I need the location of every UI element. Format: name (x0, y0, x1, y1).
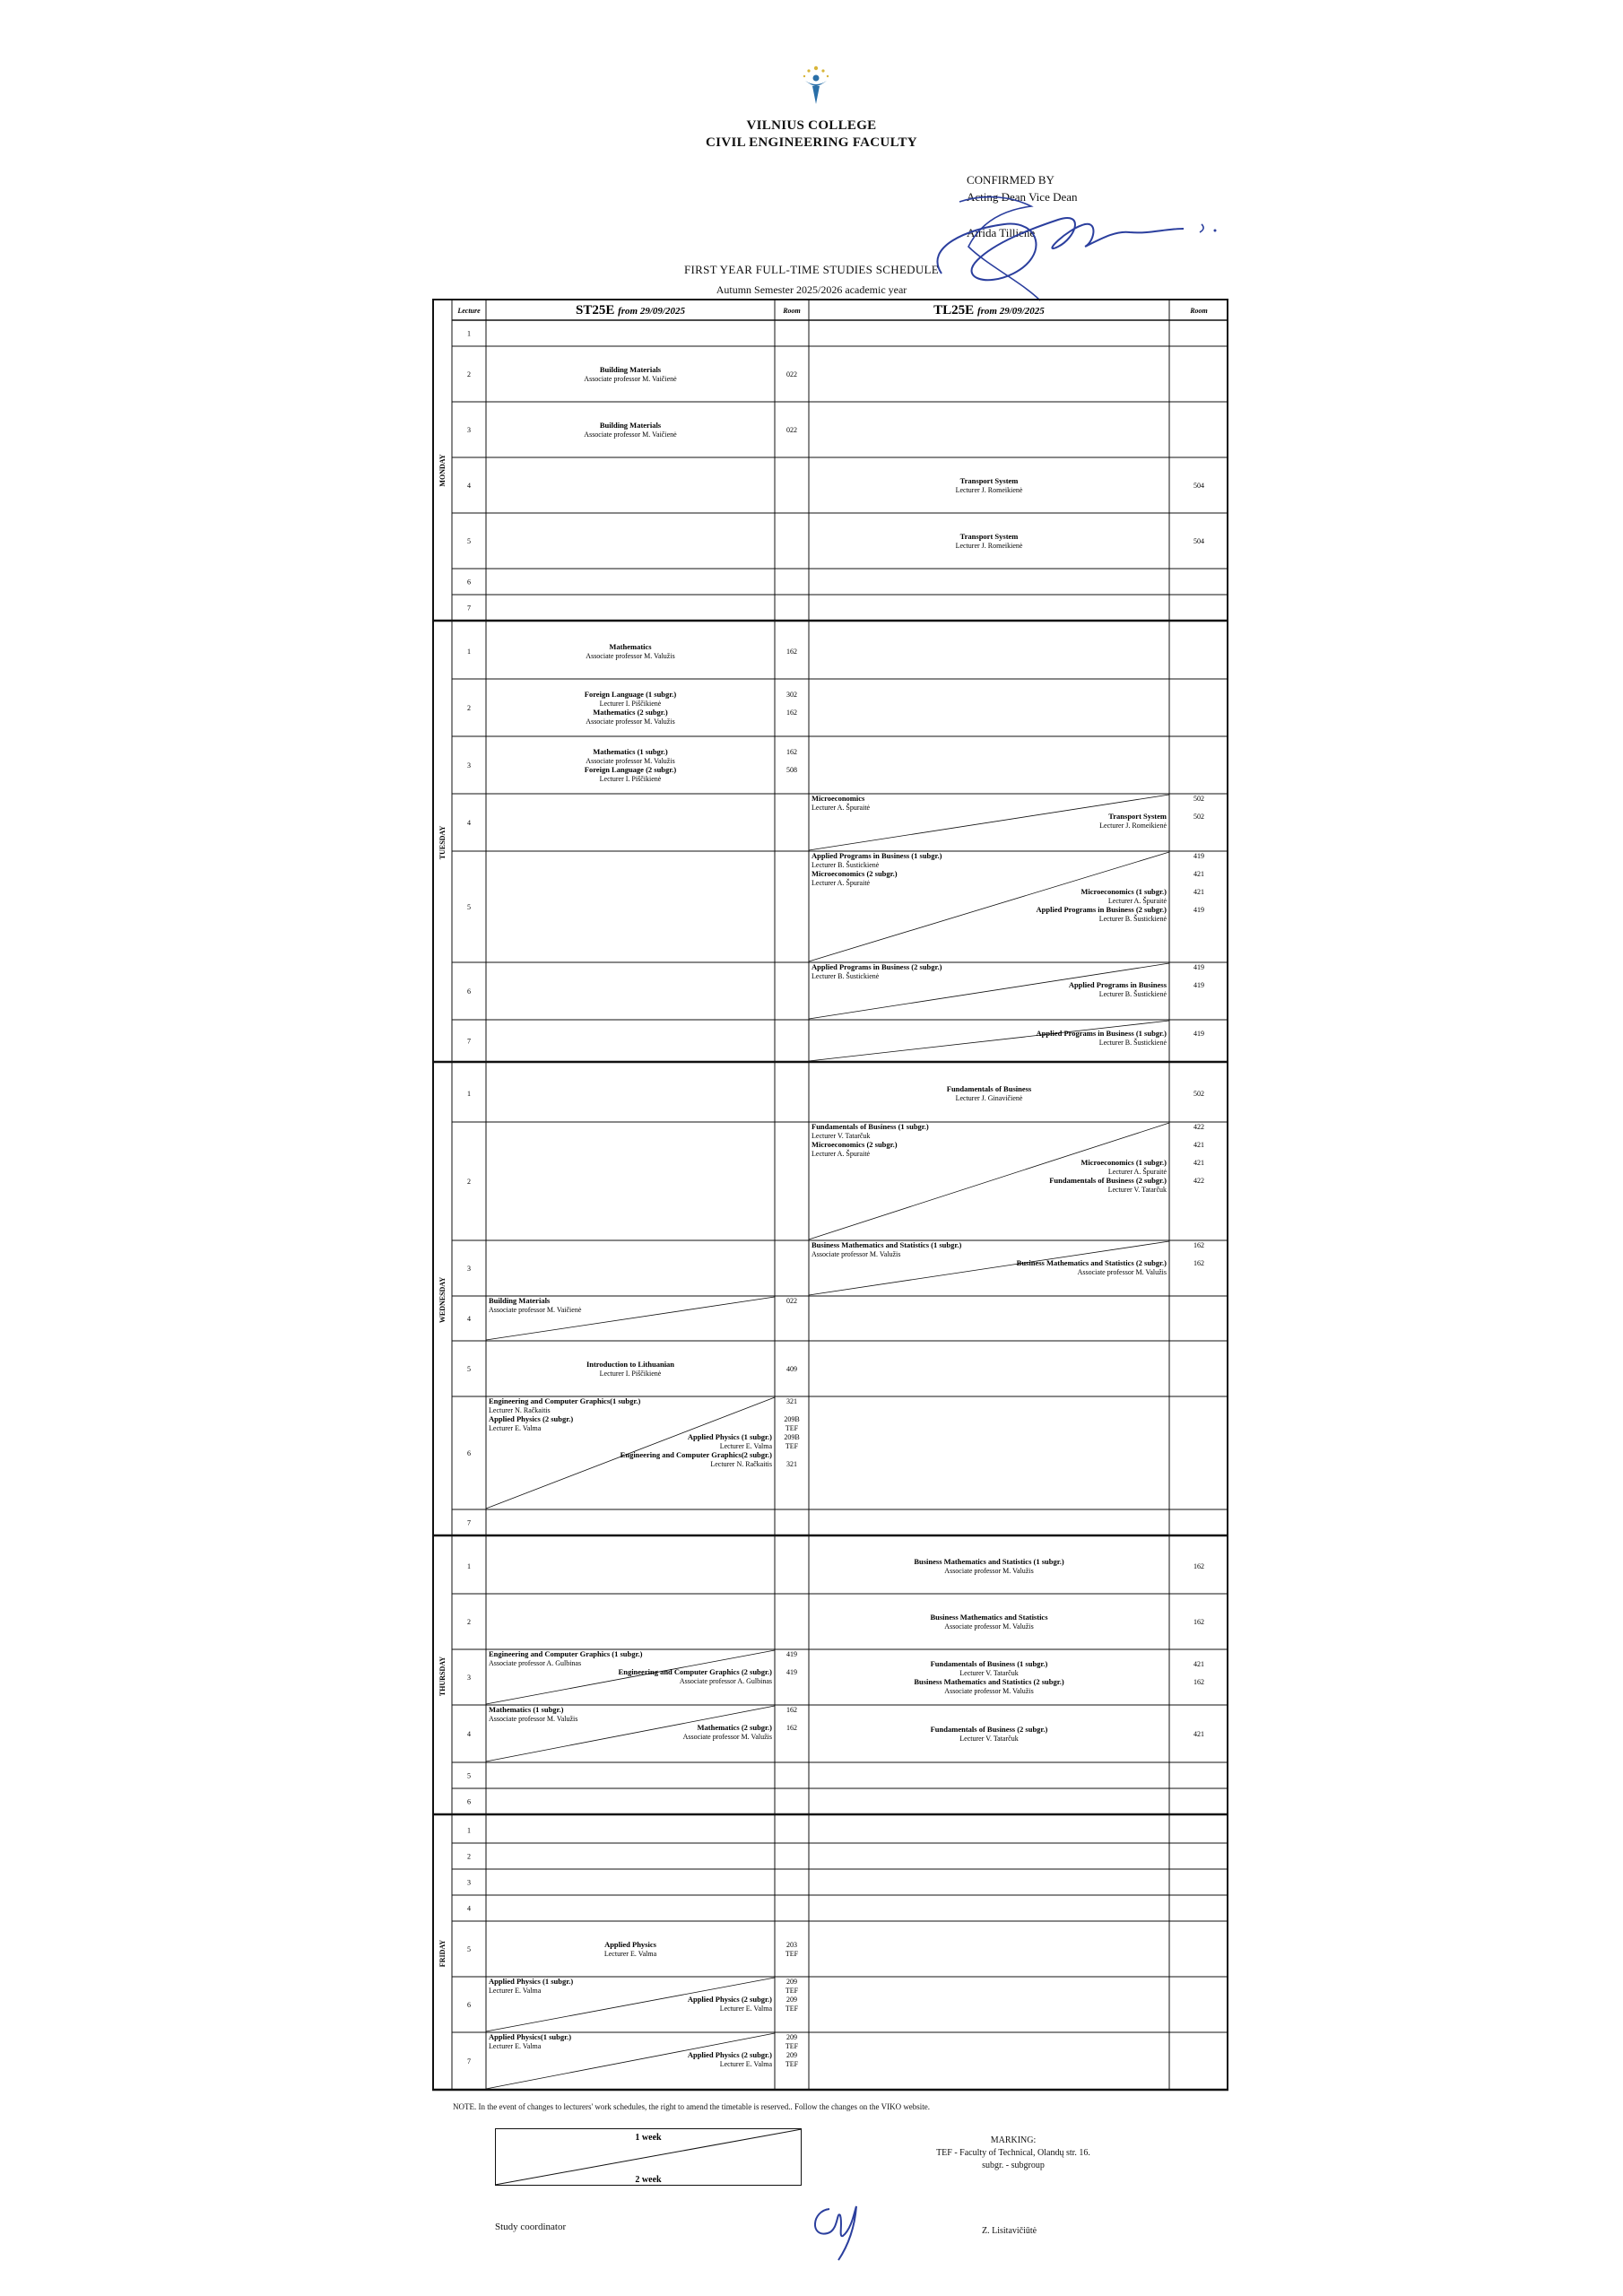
room-number: TEF (785, 1950, 799, 1958)
lecturer-name: Associate professor M. Valužis (489, 1715, 578, 1723)
lecturer-name: Associate professor M. Vaičienė (584, 375, 677, 383)
room-number: 209 (786, 2033, 797, 2041)
lecturer-name: Lecturer A. Špuraitė (1107, 897, 1167, 905)
lecture-number: 7 (467, 604, 471, 613)
room-number: TEF (785, 1987, 799, 1995)
room-number: 321 (786, 1397, 797, 1405)
day-label: MONDAY (438, 454, 447, 487)
faculty-name: CIVIL ENGINEERING FACULTY (706, 135, 917, 150)
room-number: 409 (786, 1365, 797, 1373)
col-header-room: Room (783, 307, 801, 315)
room-number: 421 (1193, 1141, 1204, 1149)
course-name: Building Materials (599, 421, 662, 430)
course-name: Fundamentals of Business (1 subgr.) (812, 1122, 929, 1131)
lecturer-name: Lecturer E. Valma (489, 1987, 542, 1995)
room-number: 422 (1193, 1177, 1204, 1185)
room-number: 421 (1193, 1660, 1204, 1668)
college-logo (789, 63, 843, 108)
course-name: Mathematics (1 subgr.) (489, 1705, 564, 1714)
lecture-number: 4 (467, 1904, 471, 1913)
room-number: 022 (786, 426, 797, 434)
course-name: Business Mathematics and Statistics (930, 1613, 1048, 1622)
room-number: 302 (786, 691, 797, 699)
lecture-number: 6 (467, 987, 471, 996)
room-number: 419 (786, 1668, 797, 1676)
course-name: Transport System (1108, 812, 1167, 821)
course-name: Business Mathematics and Statistics (2 subgr.) (914, 1677, 1064, 1686)
lecturer-name: Associate professor M. Valužis (1077, 1268, 1167, 1276)
lecturer-name: Associate professor A. Gulbinas (679, 1677, 772, 1685)
room-number: 162 (786, 1724, 797, 1732)
room-number: 502 (1193, 1090, 1204, 1098)
course-name: Applied Programs in Business (2 subgr.) (812, 962, 942, 971)
lecturer-name: Lecturer B. Šustickienė (812, 861, 880, 869)
lecturer-name: Lecturer E. Valma (603, 1950, 657, 1958)
lecture-number: 2 (467, 1178, 471, 1186)
room-number: 162 (1193, 1259, 1204, 1267)
lecturer-name: Lecturer A. Špuraitė (1107, 1168, 1167, 1176)
col-header-group2 (933, 303, 1045, 317)
lecturer-name: Lecturer I. Piščikienė (599, 775, 662, 783)
schedule-title: FIRST YEAR FULL-TIME STUDIES SCHEDULE (683, 263, 940, 276)
room-number: TEF (785, 2042, 799, 2050)
room-number: 421 (1193, 888, 1204, 896)
course-name: Mathematics (1 subgr.) (593, 747, 668, 756)
room-number: 419 (1193, 963, 1204, 971)
marking-tef: TEF - Faculty of Technical, Olandų str. 16. (936, 2148, 1090, 2158)
course-name: Microeconomics (1 subgr.) (1081, 887, 1167, 896)
course-name: Fundamentals of Business (946, 1084, 1032, 1093)
course-name: Applied Programs in Business (2 subgr.) (1036, 905, 1167, 914)
lecture-number: 5 (467, 1945, 471, 1953)
room-number: 419 (786, 1650, 797, 1658)
room-number: TEF (785, 2060, 799, 2068)
course-name: Applied Physics (2 subgr.) (687, 1995, 772, 2004)
room-number: 162 (786, 709, 797, 717)
room-number: 321 (786, 1460, 797, 1468)
lecture-number: 1 (467, 1090, 471, 1098)
lecturer-name: Lecturer E. Valma (719, 2005, 772, 2013)
coordinator-signature (803, 2193, 874, 2265)
room-number: 508 (786, 766, 797, 774)
group1-date: from 29/09/2025 (618, 306, 685, 317)
lecture-number: 5 (467, 537, 471, 545)
course-name: Building Materials (489, 1296, 551, 1305)
lecturer-name: Lecturer E. Valma (489, 1424, 542, 1432)
lecturer-name: Lecturer J. Ginavičienė (955, 1094, 1023, 1102)
marking-subgr: subgr. - subgroup (982, 2161, 1045, 2170)
room-number: 022 (786, 1297, 797, 1305)
lecturer-name: Lecturer A. Špuraitė (812, 879, 871, 887)
course-name: Applied Programs in Business (1 subgr.) (1036, 1029, 1167, 1038)
lecture-number: 7 (467, 1518, 471, 1527)
room-number: 162 (786, 1706, 797, 1714)
room-number: 421 (1193, 1159, 1204, 1167)
lecture-number: 5 (467, 903, 471, 911)
lecturer-name: Lecturer E. Valma (719, 1442, 772, 1450)
room-number: 209 (786, 1978, 797, 1986)
lecture-number: 4 (467, 482, 471, 490)
lecture-number: 6 (467, 578, 471, 587)
lecture-number: 2 (467, 1618, 471, 1626)
course-name: Transport System (959, 476, 1019, 485)
legend-week2: 2 week (635, 2175, 662, 2185)
room-number: 162 (786, 648, 797, 656)
room-number: TEF (785, 1424, 799, 1432)
room-number: 504 (1193, 482, 1204, 490)
group2-code: TL25E (933, 303, 977, 317)
lecturer-name: Lecturer B. Šustickienė (1098, 915, 1167, 923)
lecture-number: 4 (467, 1730, 471, 1738)
room-number: 421 (1193, 870, 1204, 878)
course-name: Microeconomics (1 subgr.) (1081, 1158, 1167, 1167)
lecture-number: 7 (467, 2057, 471, 2066)
lecture-number: 1 (467, 1826, 471, 1835)
lecture-number: 5 (467, 1771, 471, 1780)
lecturer-name: Lecturer J. Romeikienė (1099, 822, 1167, 830)
room-number: 419 (1193, 1030, 1204, 1038)
lecturer-name: Lecturer E. Valma (489, 2042, 542, 2050)
semester-label: Autumn Semester 2025/2026 academic year (716, 283, 907, 296)
room-number: 419 (1193, 906, 1204, 914)
course-name: Foreign Language (1 subgr.) (584, 690, 677, 699)
schedule-table (432, 299, 1228, 2098)
lecturer-name: Lecturer V. Tatarčuk (959, 1669, 1019, 1677)
lecture-number: 7 (467, 1037, 471, 1046)
room-number: 421 (1193, 1730, 1204, 1738)
lecturer-name: Lecturer J. Romeikienė (955, 542, 1023, 550)
marking-title: MARKING: (990, 2135, 1037, 2145)
lecturer-name: Lecturer E. Valma (719, 2060, 772, 2068)
coordinator-name: Z. Lisitavičiūtė (982, 2226, 1037, 2236)
lecturer-name: Associate professor M. Valužis (586, 718, 675, 726)
lecturer-name: Lecturer J. Romeikienė (955, 486, 1023, 494)
course-name: Engineering and Computer Graphics (2 subgr.) (618, 1667, 772, 1676)
lecturer-name: Associate professor M. Valužis (812, 1250, 901, 1258)
lecture-number: 2 (467, 1852, 471, 1861)
course-name: Microeconomics (2 subgr.) (812, 1140, 898, 1149)
course-name: Business Mathematics and Statistics (1 subgr.) (812, 1240, 962, 1249)
course-name: Foreign Language (2 subgr.) (584, 765, 677, 774)
day-label: WEDNESDAY (438, 1276, 447, 1324)
course-name: Applied Physics (1 subgr.) (489, 1977, 574, 1986)
day-label: THURSDAY (438, 1656, 447, 1697)
lecture-number: 3 (467, 1674, 471, 1682)
course-name: Introduction to Lithuanian (586, 1360, 675, 1369)
room-number: 419 (1193, 852, 1204, 860)
course-name: Applied Physics (2 subgr.) (687, 2050, 772, 2059)
lecturer-name: Lecturer V. Tatarčuk (812, 1132, 871, 1140)
course-name: Microeconomics (2 subgr.) (812, 869, 898, 878)
room-number: 162 (1193, 1241, 1204, 1249)
course-name: Microeconomics (812, 794, 865, 803)
day-label: FRIDAY (438, 1939, 447, 1968)
room-number: 502 (1193, 813, 1204, 821)
lecturer-name: Associate professor M. Valužis (586, 757, 675, 765)
lecturer-name: Associate professor M. Vaičienė (489, 1306, 582, 1314)
course-name: Transport System (959, 532, 1019, 541)
room-number: TEF (785, 2005, 799, 2013)
course-name: Mathematics (2 subgr.) (593, 708, 668, 717)
table-frame (433, 300, 1228, 2090)
group1-code: ST25E (576, 303, 619, 317)
lecturer-name: Lecturer N. Račkaitis (710, 1460, 772, 1468)
room-number: 209 (786, 1996, 797, 2004)
lecture-number: 3 (467, 426, 471, 434)
lecturer-name: Lecturer A. Špuraitė (812, 804, 871, 812)
room-number: 203 (786, 1941, 797, 1949)
room-number: 419 (1193, 981, 1204, 989)
coordinator-label: Study coordinator (495, 2222, 567, 2232)
institution-name: VILNIUS COLLEGE (746, 118, 877, 133)
room-number: 022 (786, 370, 797, 378)
course-name: Mathematics (609, 642, 652, 651)
col-header-room: Room (1190, 307, 1208, 315)
room-number: 502 (1193, 795, 1204, 803)
lecture-number: 1 (467, 1562, 471, 1570)
lecture-number: 3 (467, 761, 471, 770)
room-number: 162 (786, 748, 797, 756)
lecturer-name: Lecturer V. Tatarčuk (1107, 1186, 1167, 1194)
lecturer-name: Associate professor M. Valužis (944, 1622, 1034, 1631)
note-text: NOTE. In the event of changes to lecturers' work schedules, the right to amend the timetable is reserved.. Follow the changes on the VIKO website. (453, 2102, 931, 2111)
lecturer-name: Lecturer I. Piščikienė (599, 1370, 662, 1378)
lecturer-name: Lecturer I. Piščikienė (599, 700, 662, 708)
lecture-number: 2 (467, 370, 471, 378)
room-number: 162 (1193, 1678, 1204, 1686)
col-header-group1 (576, 303, 685, 317)
course-name: Building Materials (599, 365, 662, 374)
lecturer-name: Lecturer B. Šustickienė (1098, 1039, 1167, 1047)
room-number: 209B (784, 1433, 800, 1441)
course-name: Applied Physics(1 subgr.) (489, 2032, 572, 2041)
lecturer-name: Associate professor M. Valužis (944, 1567, 1034, 1575)
room-number: 209B (784, 1415, 800, 1423)
confirmer-title: Acting Dean Vice Dean (967, 190, 1078, 204)
course-name: Applied Physics (1 subgr.) (687, 1432, 772, 1441)
lecturer-name: Lecturer N. Račkaitis (489, 1406, 551, 1414)
course-name: Fundamentals of Business (2 subgr.) (930, 1725, 1048, 1734)
course-name: Applied Physics (2 subgr.) (489, 1414, 574, 1423)
lecture-number: 4 (467, 1315, 471, 1323)
confirmer-name: Airida Tilliene (967, 226, 1036, 239)
lecturer-name: Lecturer B. Šustickienė (1098, 990, 1167, 998)
lecturer-name: Associate professor M. Valužis (944, 1687, 1034, 1695)
lecture-number: 6 (467, 2001, 471, 2009)
lecturer-name: Associate professor A. Gulbinas (489, 1659, 582, 1667)
course-name: Applied Programs in Business (1 subgr.) (812, 851, 942, 860)
course-name: Mathematics (2 subgr.) (697, 1723, 772, 1732)
lecture-number: 1 (467, 648, 471, 656)
lecture-number: 4 (467, 819, 471, 827)
confirmed-by-label: CONFIRMED BY (967, 173, 1055, 187)
room-number: 504 (1193, 537, 1204, 545)
room-number: 162 (1193, 1618, 1204, 1626)
course-name: Engineering and Computer Graphics (1 subgr.) (489, 1649, 643, 1658)
lecturer-name: Lecturer A. Špuraitė (812, 1150, 871, 1158)
day-label: TUESDAY (438, 825, 447, 860)
group2-date: from 29/09/2025 (976, 306, 1045, 317)
course-name: Applied Physics (604, 1940, 656, 1949)
lecture-number: 5 (467, 1365, 471, 1373)
lecturer-name: Associate professor M. Valužis (586, 652, 675, 660)
course-name: Fundamentals of Business (2 subgr.) (1049, 1176, 1167, 1185)
lecturer-name: Associate professor M. Vaičienė (584, 430, 677, 439)
lecture-number: 2 (467, 704, 471, 712)
marking-block (906, 2135, 1121, 2172)
lecturer-name: Lecturer B. Šustickienė (812, 972, 880, 980)
course-name: Business Mathematics and Statistics (2 subgr.) (1016, 1258, 1167, 1267)
lecture-number: 3 (467, 1265, 471, 1273)
lecture-number: 6 (467, 1449, 471, 1457)
room-number: TEF (785, 1442, 799, 1450)
lecture-number: 1 (467, 329, 471, 338)
lecture-number: 3 (467, 1878, 471, 1887)
room-number: 162 (1193, 1562, 1204, 1570)
course-name: Applied Programs in Business (1068, 980, 1167, 989)
room-number: 422 (1193, 1123, 1204, 1131)
lecturer-name: Associate professor M. Valužis (682, 1733, 772, 1741)
course-name: Business Mathematics and Statistics (1 subgr.) (914, 1557, 1064, 1566)
legend-week1: 1 week (635, 2133, 662, 2143)
room-number: 209 (786, 2051, 797, 2059)
lecturer-name: Lecturer V. Tatarčuk (959, 1735, 1019, 1743)
course-name: Fundamentals of Business (1 subgr.) (930, 1659, 1048, 1668)
lecture-number: 6 (467, 1797, 471, 1806)
col-header-lecture: Lecture (457, 307, 481, 315)
week-legend (495, 2128, 802, 2186)
course-name: Engineering and Computer Graphics(1 subgr.) (489, 1396, 641, 1405)
course-name: Engineering and Computer Graphics(2 subgr.) (620, 1450, 772, 1459)
